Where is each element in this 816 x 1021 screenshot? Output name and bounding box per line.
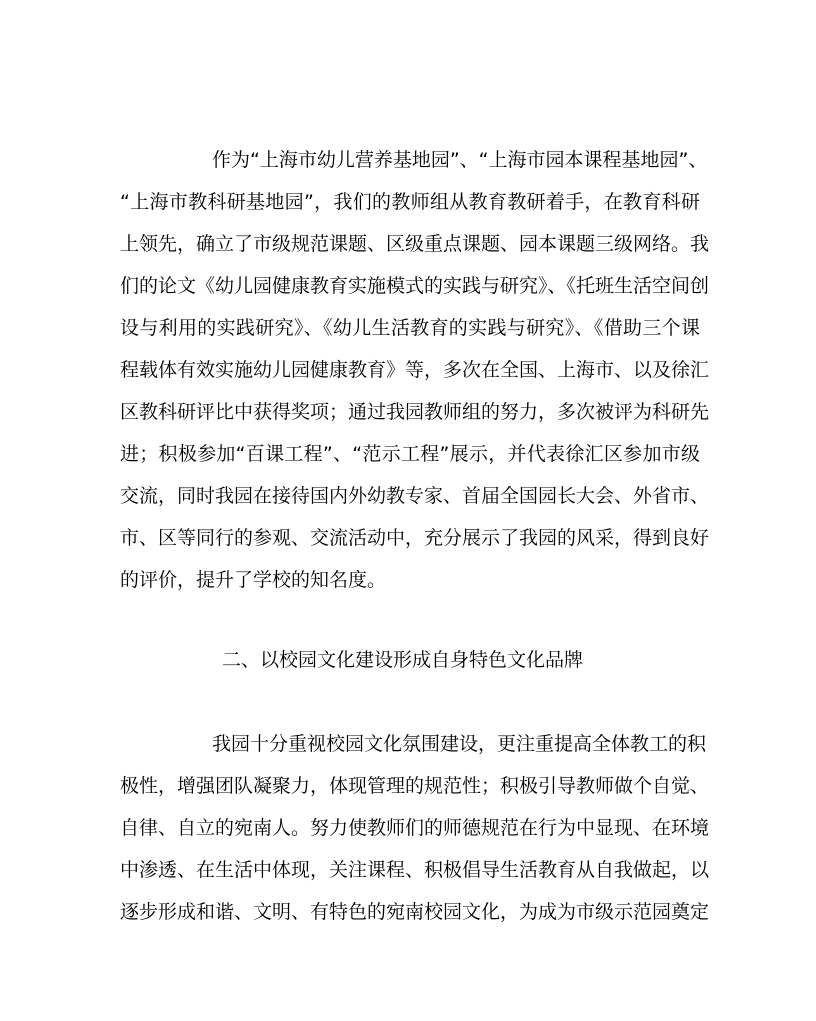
paragraph-line: 逐步形成和谐、文明、有特色的宛南校园文化，为成为市级示范园奠定 — [120, 901, 710, 923]
paragraph-line: 设与利用的实践研究》、《幼儿生活教育的实践与研究》、《借助三个课 — [120, 317, 700, 339]
paragraph-line: 市、区等同行的参观、交流活动中，充分展示了我园的风采，得到良好 — [120, 527, 710, 549]
paragraph-line: 交流，同时我园在接待国内外幼教专家、首届全国园长大会、外省市、 — [120, 485, 710, 507]
paragraph-line: “上海市教科研基地园”，我们的教师组从教育教研着手，在教育科研 — [120, 191, 700, 213]
paragraph-line: 程载体有效实施幼儿园健康教育》等，多次在全国、上海市、以及徐汇 — [120, 359, 710, 381]
paragraph-line: 极性，增强团队凝聚力，体现管理的规范性；积极引导教师做个自觉、 — [120, 775, 710, 797]
paragraph-line: 中渗透、在生活中体现，关注课程、积极倡导生活教育从自我做起，以 — [120, 859, 710, 881]
paragraph-line: 的评价，提升了学校的知名度。 — [120, 569, 387, 591]
paragraph-line: 上领先，确立了市级规范课题、区级重点课题、园本课题三级网络。我 — [120, 233, 710, 255]
paragraph-line: 们的论文《幼儿园健康教育实施模式的实践与研究》、《托班生活空间创 — [120, 275, 710, 297]
section-heading: 二、以校园文化建设形成自身特色文化品牌 — [222, 649, 584, 671]
paragraph-line: 我园十分重视校园文化氛围建设，更注重提高全体教工的积 — [212, 733, 707, 755]
paragraph-line: 进；积极参加“百课工程”、“范示工程”展示，并代表徐汇区参加市级 — [120, 443, 700, 465]
paragraph-line: 自律、自立的宛南人。努力使教师们的师德规范在行为中显现、在环境 — [120, 817, 710, 839]
paragraph-line: 区教科研评比中获得奖项；通过我园教师组的努力，多次被评为科研先 — [120, 401, 710, 423]
paragraph-line: 作为“上海市幼儿营养基地园”、“上海市园本课程基地园”、 — [212, 149, 708, 171]
